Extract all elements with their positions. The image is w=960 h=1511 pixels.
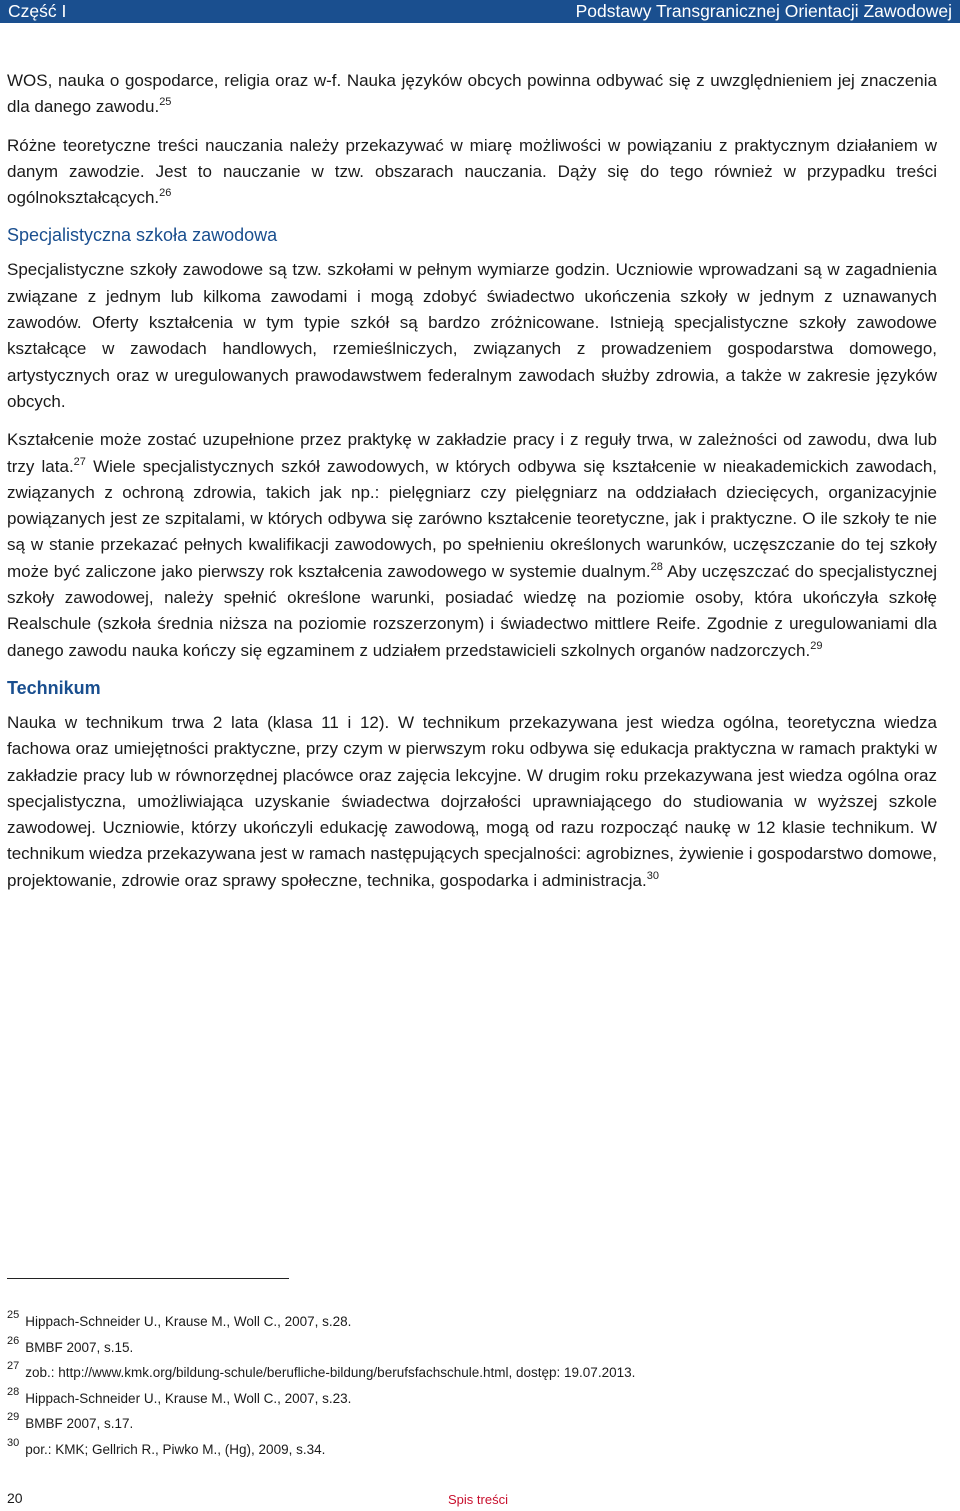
paragraph-text: Nauka w technikum trwa 2 lata (klasa 11 i 12). W technikum przekazywana jest wiedza ogólna, teoretyczna wiedza fachowa oraz umiejętności praktyczne, przy czym w pierwszym roku odbywa się edukacja praktyczna w ramach praktyki w zakładzie pracy lub w równorzędnej placówce oraz zajęcia lekcyjne. W drugim roku przekazywana jest wiedza ogólna oraz specjalistyczna, umożliwiająca uzyskanie świadectwa dojrzałości uprawniającego do studiowania w wyższej szkole zawodowej. Uczniowie, którzy ukończyli edukację zawodową, mogą od razu rozpocząć naukę w 12 klasie technikum. W technikum wiedza przekazywana jest w ramach następujących specjalności: agrobiznes, żywienie i gospodarstwo domowe, projektowanie, zdrowie oraz sprawy społeczne, technika, gospodarka i administracja. [7, 712, 937, 890]
table-of-contents-link[interactable]: Spis treści [448, 1492, 508, 1507]
document-body [7, 68, 937, 906]
paragraph [7, 68, 937, 121]
footnote-ref: 28 [650, 560, 663, 573]
footnote-text: Hippach-Schneider U., Krause M., Woll C., 2007, s.28. [25, 1314, 352, 1329]
footnote [7, 1387, 937, 1413]
footnote-text: zob.: http://www.kmk.org/bildung-schule/berufliche-bildung/berufsfachschule.html, dostęp: 19.07.2013. [25, 1365, 636, 1380]
footnote-number: 30 [7, 1436, 20, 1449]
footnote-number: 25 [7, 1309, 20, 1321]
header-title: Podstawy Transgranicznej Orientacji Zawodowej [575, 1, 952, 21]
footnote-number: 27 [7, 1360, 20, 1372]
footnote-ref: 26 [159, 187, 172, 200]
page-number: 20 [7, 1490, 23, 1506]
paragraph-text: Wiele specjalistycznych szkół zawodowych, w których odbywa się kształcenie w nieakademickich zawodach, związanych z ochroną zdrowia, takich jak np.: pielęgniarz czy pielęgniarz na oddziałach dziecięcych, organizacyjnie powiązanych jest ze szpitalami, w których odbywa się zarówno kształcenie teoretyczne, jak i praktyczne. O ile szkoły te nie są w stanie przekazać pełnych kwalifikacji zawodowych, po spełnieniu określonych warunków, uczęszczanie do tej szkoły może być zaliczone jako pierwszy rok kształcenia zawodowego w systemie dualnym. [7, 456, 937, 581]
footnote-number: 29 [7, 1411, 20, 1423]
header-part-label: Część I [8, 1, 67, 21]
section-heading-technikum: Technikum [7, 677, 101, 698]
footnotes [7, 1310, 937, 1463]
footnote-text: por.: KMK; Gellrich R., Piwko M., (Hg), 2009, s.34. [25, 1441, 326, 1457]
footnote [7, 1438, 937, 1464]
paragraph: Specjalistyczne szkoły zawodowe są tzw. szkołami w pełnym wymiarze godzin. Uczniowie wprowadzani są w zagadnienia związane z jednym lub kilkoma zawodami i mogą zdobyć świadectwo ukończenia szkoły w jednym z uznawanych zawodów. Oferty kształcenia w tym typie szkół są bardzo zróżnicowane. Istnieją specjalistyczne szkoły zawodowe kształcące w zawodach handlowych, rzemieślniczych, związanych z prowadzeniem gospodarstwa domowego, artystycznych oraz w uregulowanych prawodawstwem federalnym zawodach służby zdrowia, a także w zakresie języków obcych. [7, 260, 937, 411]
footnote-ref: 30 [646, 869, 659, 882]
footnote-ref: 27 [73, 455, 86, 468]
page-header [0, 0, 960, 23]
paragraph [7, 710, 937, 894]
paragraph-text: Kształcenie może zostać uzupełnione przez praktykę w zakładzie pracy i z reguły trwa, w zależności od zawodu, dwa lub trzy lata. [7, 430, 937, 476]
footnote [7, 1310, 937, 1336]
footnote-number: 28 [7, 1385, 20, 1398]
footnote-text: BMBF 2007, s.17. [25, 1416, 134, 1431]
footnote-separator [7, 1278, 289, 1279]
footnote-ref: 25 [159, 96, 172, 109]
footnote [7, 1412, 937, 1438]
footnote [7, 1336, 937, 1362]
footnote-text: BMBF 2007, s.15. [25, 1339, 134, 1355]
paragraph [7, 133, 937, 212]
paragraph-text: Aby uczęszczać do specjalistycznej szkoły zawodowej, należy spełnić określone warunki, posiadać wiedzę na poziomie osoby, która ukończyła szkołę Realschule (szkoła średnia niższa na poziomie rozszerzonym) i świadectwo mittlere Reife. Zgodnie z uregulowaniami dla danego zawodu nauka kończy się egzaminem z udziałem przedstawicieli szkolnych organów nadzorczych. [7, 561, 938, 660]
footnote-text: Hippach-Schneider U., Krause M., Woll C., 2007, s.23. [25, 1390, 352, 1406]
footnote-ref: 29 [810, 639, 823, 652]
footnote-number: 26 [7, 1334, 20, 1347]
paragraph-text: Różne teoretyczne treści nauczania należy przekazywać w miarę możliwości w powiązaniu z praktycznym działaniem w danym zawodzie. Jest to nauczanie w tzw. obszarach nauczania. Dąży się do tego również w przypadku treści ogólnokształcących. [7, 135, 937, 208]
footnote [7, 1361, 937, 1387]
section-heading-specjalistyczna: Specjalistyczna szkoła zawodowa [7, 225, 278, 246]
paragraph-text: WOS, nauka o gospodarce, religia oraz w-f. Nauka języków obcych powinna odbywać się z uwzględnieniem jej znaczenia dla danego zawodu. [7, 71, 937, 117]
paragraph [7, 427, 937, 664]
